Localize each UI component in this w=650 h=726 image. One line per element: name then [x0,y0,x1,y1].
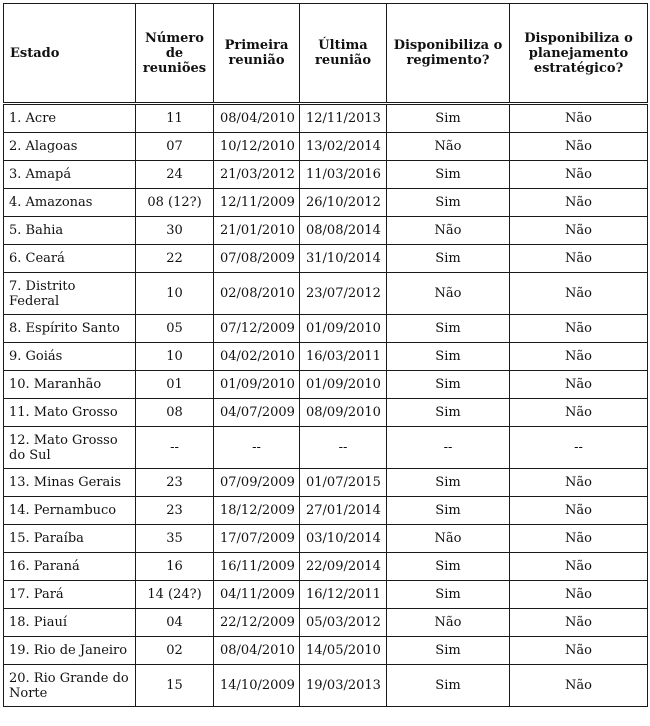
cell-primeira-reuniao: 18/12/2009 [214,497,300,525]
cell-regimento: Não [387,133,510,161]
cell-planejamento: Não [510,104,648,133]
cell-estado: 6. Ceará [4,245,136,273]
cell-planejamento: Não [510,161,648,189]
table-row [4,371,648,399]
cell-primeira-reuniao: 04/02/2010 [214,343,300,371]
cell-estado: 2. Alagoas [4,133,136,161]
cell-planejamento: Não [510,609,648,637]
cell-planejamento: Não [510,343,648,371]
cell-primeira-reuniao: 08/04/2010 [214,104,300,133]
cell-numero-reunioes: 08 (12?) [136,189,214,217]
cell-numero-reunioes: 07 [136,133,214,161]
header-primeira-reuniao: Primeira reunião [214,4,300,104]
table-row [4,581,648,609]
cell-ultima-reuniao: 16/12/2011 [300,581,387,609]
cell-estado: 14. Pernambuco [4,497,136,525]
cell-estado: 16. Paraná [4,553,136,581]
cell-primeira-reuniao: 08/04/2010 [214,637,300,665]
cell-primeira-reuniao: 07/08/2009 [214,245,300,273]
cell-numero-reunioes: 10 [136,273,214,315]
cell-ultima-reuniao: 01/09/2010 [300,315,387,343]
cell-ultima-reuniao: 26/10/2012 [300,189,387,217]
cell-estado: 4. Amazonas [4,189,136,217]
cell-ultima-reuniao: 01/09/2010 [300,371,387,399]
cell-planejamento: Não [510,399,648,427]
cell-numero-reunioes: 22 [136,245,214,273]
cell-planejamento: -- [510,427,648,469]
cell-regimento: Não [387,217,510,245]
cell-planejamento: Não [510,217,648,245]
cell-planejamento: Não [510,273,648,315]
states-table [3,3,648,707]
cell-estado: 18. Piauí [4,609,136,637]
cell-primeira-reuniao: 07/09/2009 [214,469,300,497]
cell-primeira-reuniao: 16/11/2009 [214,553,300,581]
cell-numero-reunioes: 01 [136,371,214,399]
cell-numero-reunioes: 15 [136,665,214,707]
cell-numero-reunioes: 11 [136,104,214,133]
cell-numero-reunioes: -- [136,427,214,469]
cell-regimento: Sim [387,343,510,371]
cell-ultima-reuniao: 05/03/2012 [300,609,387,637]
cell-ultima-reuniao: 14/05/2010 [300,637,387,665]
cell-primeira-reuniao: 12/11/2009 [214,189,300,217]
table-row [4,609,648,637]
cell-ultima-reuniao: 31/10/2014 [300,245,387,273]
cell-planejamento: Não [510,665,648,707]
header-numero-reunioes: Número de reuniões [136,4,214,104]
cell-regimento: Sim [387,245,510,273]
table-row [4,343,648,371]
cell-ultima-reuniao: 23/07/2012 [300,273,387,315]
table-row [4,245,648,273]
table-row [4,189,648,217]
cell-ultima-reuniao: 11/03/2016 [300,161,387,189]
cell-regimento: Sim [387,581,510,609]
cell-numero-reunioes: 23 [136,497,214,525]
cell-primeira-reuniao: 14/10/2009 [214,665,300,707]
cell-regimento: Sim [387,637,510,665]
cell-planejamento: Não [510,637,648,665]
cell-numero-reunioes: 35 [136,525,214,553]
cell-planejamento: Não [510,189,648,217]
cell-primeira-reuniao: 17/07/2009 [214,525,300,553]
cell-primeira-reuniao: 21/03/2012 [214,161,300,189]
cell-numero-reunioes: 24 [136,161,214,189]
cell-regimento: Sim [387,315,510,343]
cell-ultima-reuniao: 16/03/2011 [300,343,387,371]
cell-numero-reunioes: 02 [136,637,214,665]
cell-primeira-reuniao: 10/12/2010 [214,133,300,161]
cell-estado: 8. Espírito Santo [4,315,136,343]
cell-ultima-reuniao: 08/08/2014 [300,217,387,245]
table-body [4,104,648,707]
cell-planejamento: Não [510,371,648,399]
cell-regimento: Não [387,273,510,315]
header-estado: Estado [4,4,136,104]
cell-estado: 12. Mato Grosso do Sul [4,427,136,469]
cell-regimento: Sim [387,371,510,399]
table-row [4,161,648,189]
cell-regimento: -- [387,427,510,469]
cell-ultima-reuniao: 22/09/2014 [300,553,387,581]
cell-planejamento: Não [510,553,648,581]
table-row [4,315,648,343]
table-row [4,427,648,469]
cell-primeira-reuniao: -- [214,427,300,469]
cell-regimento: Sim [387,104,510,133]
cell-planejamento: Não [510,497,648,525]
table-row [4,553,648,581]
cell-ultima-reuniao: 12/11/2013 [300,104,387,133]
cell-numero-reunioes: 10 [136,343,214,371]
cell-numero-reunioes: 14 (24?) [136,581,214,609]
cell-numero-reunioes: 04 [136,609,214,637]
cell-estado: 9. Goiás [4,343,136,371]
cell-ultima-reuniao: 13/02/2014 [300,133,387,161]
cell-regimento: Não [387,609,510,637]
table-row [4,104,648,133]
cell-primeira-reuniao: 22/12/2009 [214,609,300,637]
cell-numero-reunioes: 08 [136,399,214,427]
cell-numero-reunioes: 30 [136,217,214,245]
header-ultima-reuniao: Última reunião [300,4,387,104]
table-row [4,273,648,315]
cell-numero-reunioes: 23 [136,469,214,497]
table-row [4,133,648,161]
table-row [4,525,648,553]
cell-numero-reunioes: 05 [136,315,214,343]
cell-estado: 15. Paraíba [4,525,136,553]
cell-estado: 1. Acre [4,104,136,133]
cell-planejamento: Não [510,525,648,553]
cell-regimento: Sim [387,665,510,707]
cell-planejamento: Não [510,133,648,161]
table-header [4,4,648,104]
cell-regimento: Sim [387,497,510,525]
table-row [4,637,648,665]
cell-ultima-reuniao: 19/03/2013 [300,665,387,707]
cell-ultima-reuniao: 03/10/2014 [300,525,387,553]
cell-ultima-reuniao: 08/09/2010 [300,399,387,427]
cell-ultima-reuniao: 27/01/2014 [300,497,387,525]
cell-regimento: Não [387,525,510,553]
header-planejamento: Disponibiliza o planejamento estratégico? [510,4,648,104]
cell-estado: 20. Rio Grande do Norte [4,665,136,707]
table-row [4,217,648,245]
header-row [4,4,648,104]
cell-estado: 11. Mato Grosso [4,399,136,427]
cell-regimento: Sim [387,469,510,497]
cell-planejamento: Não [510,581,648,609]
cell-estado: 7. Distrito Federal [4,273,136,315]
table-row [4,469,648,497]
cell-estado: 10. Maranhão [4,371,136,399]
cell-regimento: Sim [387,189,510,217]
cell-estado: 17. Pará [4,581,136,609]
cell-regimento: Sim [387,161,510,189]
table-row [4,399,648,427]
table-row [4,665,648,707]
cell-regimento: Sim [387,553,510,581]
cell-planejamento: Não [510,469,648,497]
cell-estado: 13. Minas Gerais [4,469,136,497]
cell-primeira-reuniao: 07/12/2009 [214,315,300,343]
cell-primeira-reuniao: 02/08/2010 [214,273,300,315]
cell-primeira-reuniao: 04/11/2009 [214,581,300,609]
cell-estado: 5. Bahia [4,217,136,245]
cell-planejamento: Não [510,245,648,273]
cell-planejamento: Não [510,315,648,343]
cell-estado: 19. Rio de Janeiro [4,637,136,665]
header-regimento: Disponibiliza o regimento? [387,4,510,104]
cell-estado: 3. Amapá [4,161,136,189]
cell-ultima-reuniao: -- [300,427,387,469]
cell-ultima-reuniao: 01/07/2015 [300,469,387,497]
cell-regimento: Sim [387,399,510,427]
cell-primeira-reuniao: 21/01/2010 [214,217,300,245]
cell-numero-reunioes: 16 [136,553,214,581]
cell-primeira-reuniao: 04/07/2009 [214,399,300,427]
cell-primeira-reuniao: 01/09/2010 [214,371,300,399]
table-row [4,497,648,525]
